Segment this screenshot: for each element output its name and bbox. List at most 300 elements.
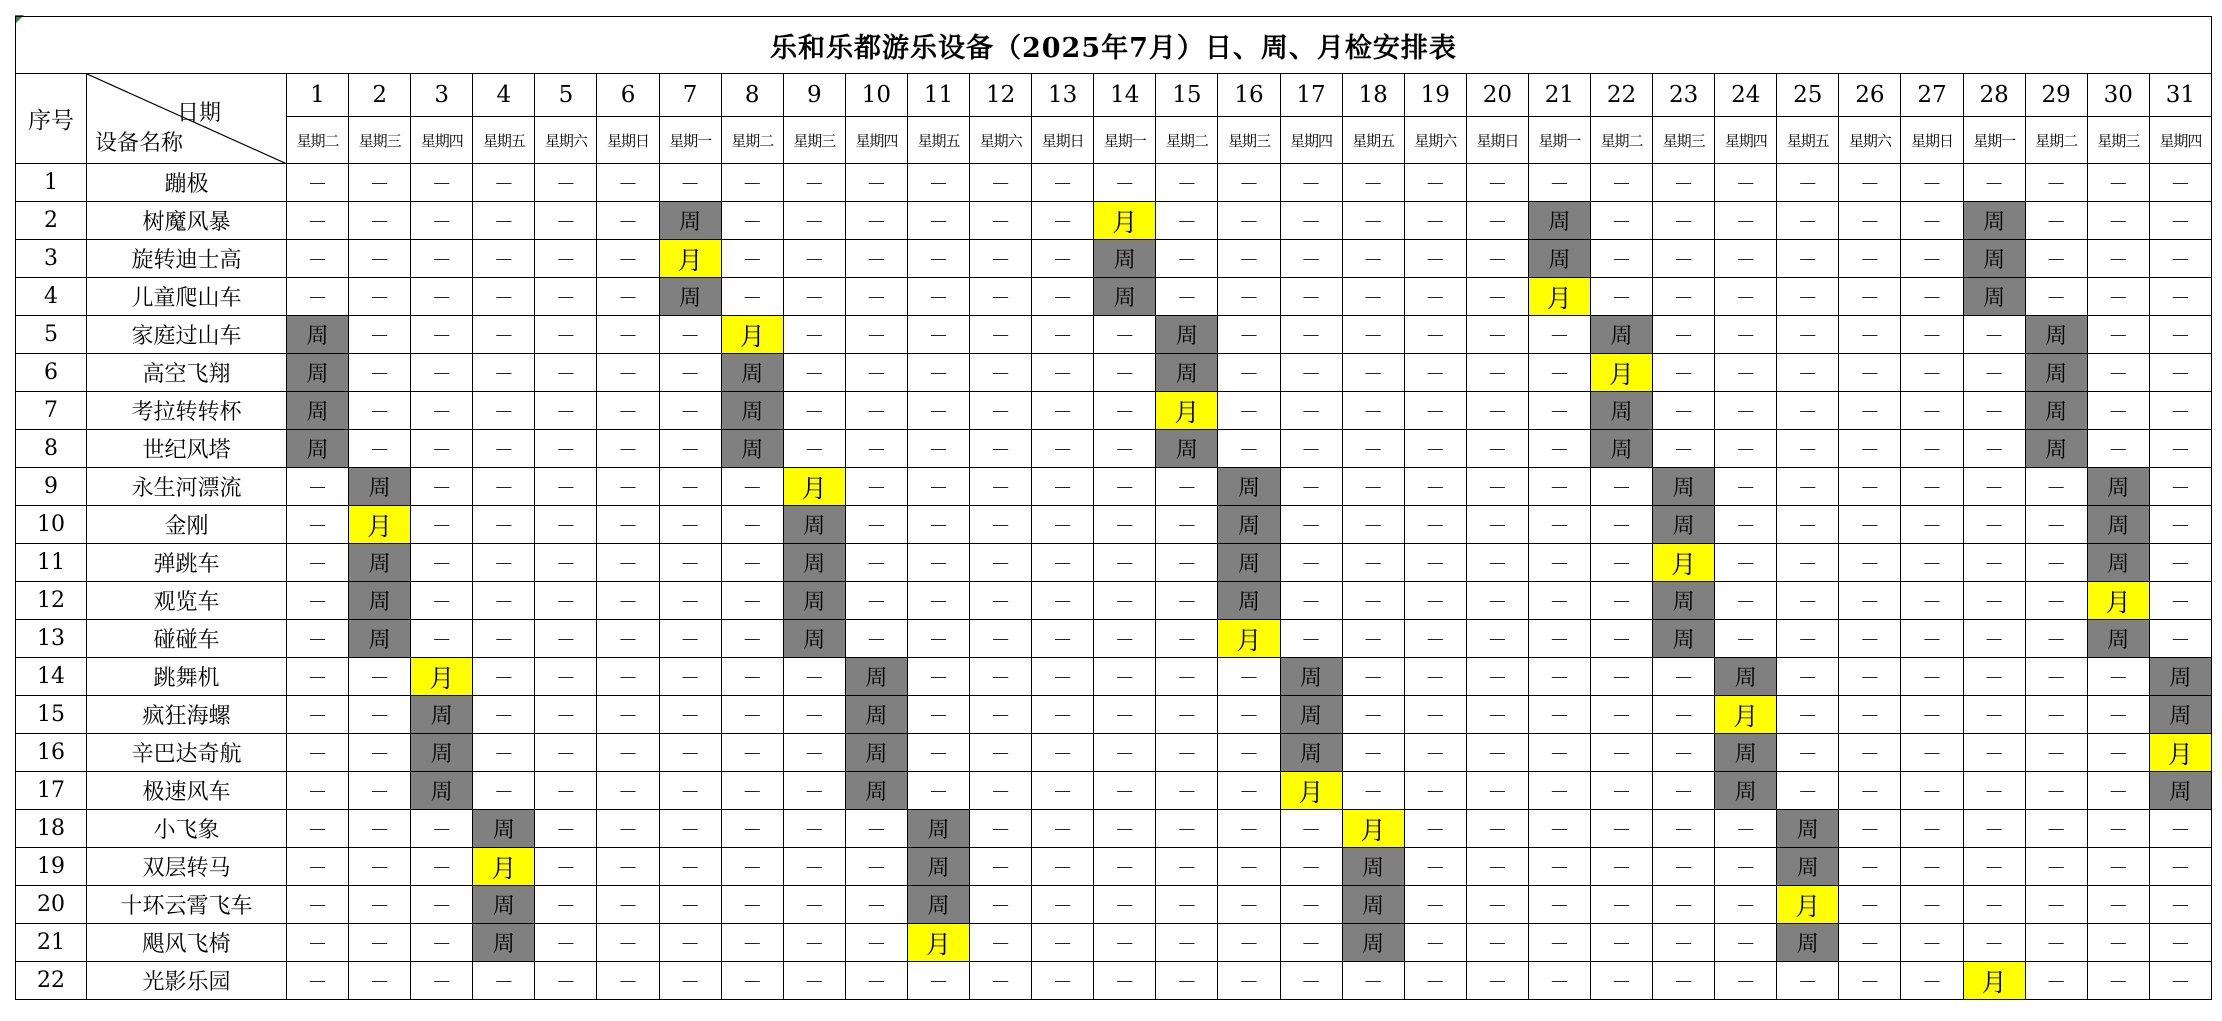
- no-check-cell[interactable]: －: [1839, 658, 1901, 696]
- weekly-check-cell[interactable]: 周: [1653, 620, 1715, 658]
- no-check-cell[interactable]: －: [597, 164, 659, 202]
- no-check-cell[interactable]: －: [1839, 924, 1901, 962]
- no-check-cell[interactable]: －: [411, 354, 473, 392]
- no-check-cell[interactable]: －: [411, 430, 473, 468]
- no-check-cell[interactable]: －: [1466, 734, 1528, 772]
- no-check-cell[interactable]: －: [597, 354, 659, 392]
- weekday-header[interactable]: 星期四: [1280, 117, 1342, 164]
- no-check-cell[interactable]: －: [473, 202, 535, 240]
- no-check-cell[interactable]: －: [349, 924, 411, 962]
- no-check-cell[interactable]: －: [721, 544, 783, 582]
- no-check-cell[interactable]: －: [845, 962, 907, 1000]
- no-check-cell[interactable]: －: [1901, 582, 1963, 620]
- no-check-cell[interactable]: －: [721, 658, 783, 696]
- no-check-cell[interactable]: －: [1466, 582, 1528, 620]
- no-check-cell[interactable]: －: [783, 316, 845, 354]
- equipment-name-cell[interactable]: 辛巴达奇航: [87, 734, 287, 772]
- equipment-name-cell[interactable]: 极速风车: [87, 772, 287, 810]
- no-check-cell[interactable]: －: [349, 810, 411, 848]
- no-check-cell[interactable]: －: [1528, 392, 1590, 430]
- no-check-cell[interactable]: －: [1466, 696, 1528, 734]
- no-check-cell[interactable]: －: [535, 810, 597, 848]
- seq-number-cell[interactable]: 20: [16, 886, 87, 924]
- no-check-cell[interactable]: －: [1528, 658, 1590, 696]
- weekly-check-cell[interactable]: 周: [1342, 848, 1404, 886]
- no-check-cell[interactable]: －: [1528, 886, 1590, 924]
- no-check-cell[interactable]: －: [2149, 506, 2211, 544]
- no-check-cell[interactable]: －: [535, 164, 597, 202]
- no-check-cell[interactable]: －: [1963, 316, 2025, 354]
- no-check-cell[interactable]: －: [1342, 772, 1404, 810]
- no-check-cell[interactable]: －: [1404, 848, 1466, 886]
- no-check-cell[interactable]: －: [1901, 544, 1963, 582]
- no-check-cell[interactable]: －: [1777, 354, 1839, 392]
- no-check-cell[interactable]: －: [2149, 316, 2211, 354]
- no-check-cell[interactable]: －: [1839, 354, 1901, 392]
- day-number-header[interactable]: 6: [597, 74, 659, 117]
- no-check-cell[interactable]: －: [349, 848, 411, 886]
- weekly-check-cell[interactable]: 周: [907, 810, 969, 848]
- no-check-cell[interactable]: －: [1901, 468, 1963, 506]
- no-check-cell[interactable]: －: [1901, 848, 1963, 886]
- monthly-check-cell[interactable]: 月: [721, 316, 783, 354]
- no-check-cell[interactable]: －: [1901, 658, 1963, 696]
- no-check-cell[interactable]: －: [287, 278, 349, 316]
- no-check-cell[interactable]: －: [1963, 544, 2025, 582]
- no-check-cell[interactable]: －: [473, 772, 535, 810]
- no-check-cell[interactable]: －: [2087, 848, 2149, 886]
- no-check-cell[interactable]: －: [597, 240, 659, 278]
- day-number-header[interactable]: 3: [411, 74, 473, 117]
- no-check-cell[interactable]: －: [1528, 810, 1590, 848]
- no-check-cell[interactable]: －: [907, 164, 969, 202]
- no-check-cell[interactable]: －: [1156, 772, 1218, 810]
- no-check-cell[interactable]: －: [1156, 886, 1218, 924]
- no-check-cell[interactable]: －: [845, 202, 907, 240]
- no-check-cell[interactable]: －: [970, 544, 1032, 582]
- no-check-cell[interactable]: －: [2149, 164, 2211, 202]
- no-check-cell[interactable]: －: [1777, 468, 1839, 506]
- no-check-cell[interactable]: －: [597, 430, 659, 468]
- no-check-cell[interactable]: －: [1839, 164, 1901, 202]
- weekday-header[interactable]: 星期六: [970, 117, 1032, 164]
- weekly-check-cell[interactable]: 周: [349, 544, 411, 582]
- seq-number-cell[interactable]: 22: [16, 962, 87, 1000]
- day-number-header[interactable]: 31: [2149, 74, 2211, 117]
- day-number-header[interactable]: 24: [1715, 74, 1777, 117]
- no-check-cell[interactable]: －: [1901, 962, 1963, 1000]
- no-check-cell[interactable]: －: [1901, 506, 1963, 544]
- weekly-check-cell[interactable]: 周: [1280, 658, 1342, 696]
- no-check-cell[interactable]: －: [1839, 430, 1901, 468]
- no-check-cell[interactable]: －: [411, 924, 473, 962]
- no-check-cell[interactable]: －: [1715, 620, 1777, 658]
- no-check-cell[interactable]: －: [783, 430, 845, 468]
- no-check-cell[interactable]: －: [1032, 658, 1094, 696]
- no-check-cell[interactable]: －: [287, 506, 349, 544]
- weekly-check-cell[interactable]: 周: [2087, 468, 2149, 506]
- no-check-cell[interactable]: －: [1342, 354, 1404, 392]
- no-check-cell[interactable]: －: [1528, 772, 1590, 810]
- weekday-header[interactable]: 星期日: [1466, 117, 1528, 164]
- no-check-cell[interactable]: －: [659, 392, 721, 430]
- weekday-header[interactable]: 星期四: [411, 117, 473, 164]
- weekday-header[interactable]: 星期一: [659, 117, 721, 164]
- no-check-cell[interactable]: －: [1777, 772, 1839, 810]
- no-check-cell[interactable]: －: [1653, 696, 1715, 734]
- no-check-cell[interactable]: －: [1715, 316, 1777, 354]
- no-check-cell[interactable]: －: [1032, 734, 1094, 772]
- no-check-cell[interactable]: －: [659, 354, 721, 392]
- no-check-cell[interactable]: －: [1404, 164, 1466, 202]
- weekly-check-cell[interactable]: 周: [2087, 620, 2149, 658]
- no-check-cell[interactable]: －: [1653, 392, 1715, 430]
- no-check-cell[interactable]: －: [1032, 620, 1094, 658]
- no-check-cell[interactable]: －: [1528, 696, 1590, 734]
- no-check-cell[interactable]: －: [2087, 430, 2149, 468]
- no-check-cell[interactable]: －: [1653, 164, 1715, 202]
- no-check-cell[interactable]: －: [1156, 544, 1218, 582]
- day-number-header[interactable]: 28: [1963, 74, 2025, 117]
- no-check-cell[interactable]: －: [597, 316, 659, 354]
- no-check-cell[interactable]: －: [1032, 354, 1094, 392]
- no-check-cell[interactable]: －: [1218, 696, 1280, 734]
- no-check-cell[interactable]: －: [845, 430, 907, 468]
- no-check-cell[interactable]: －: [349, 392, 411, 430]
- no-check-cell[interactable]: －: [1715, 924, 1777, 962]
- seq-number-cell[interactable]: 14: [16, 658, 87, 696]
- no-check-cell[interactable]: －: [1094, 810, 1156, 848]
- no-check-cell[interactable]: －: [2025, 202, 2087, 240]
- no-check-cell[interactable]: －: [1032, 202, 1094, 240]
- no-check-cell[interactable]: －: [2025, 848, 2087, 886]
- no-check-cell[interactable]: －: [1032, 810, 1094, 848]
- no-check-cell[interactable]: －: [970, 430, 1032, 468]
- no-check-cell[interactable]: －: [2025, 886, 2087, 924]
- no-check-cell[interactable]: －: [287, 658, 349, 696]
- no-check-cell[interactable]: －: [783, 354, 845, 392]
- no-check-cell[interactable]: －: [1218, 354, 1280, 392]
- no-check-cell[interactable]: －: [1715, 202, 1777, 240]
- no-check-cell[interactable]: －: [535, 506, 597, 544]
- no-check-cell[interactable]: －: [659, 430, 721, 468]
- no-check-cell[interactable]: －: [473, 240, 535, 278]
- no-check-cell[interactable]: －: [1094, 734, 1156, 772]
- no-check-cell[interactable]: －: [287, 202, 349, 240]
- seq-number-cell[interactable]: 8: [16, 430, 87, 468]
- no-check-cell[interactable]: －: [597, 848, 659, 886]
- no-check-cell[interactable]: －: [1715, 962, 1777, 1000]
- no-check-cell[interactable]: －: [1218, 734, 1280, 772]
- day-number-header[interactable]: 26: [1839, 74, 1901, 117]
- no-check-cell[interactable]: －: [411, 202, 473, 240]
- no-check-cell[interactable]: －: [1839, 278, 1901, 316]
- weekly-check-cell[interactable]: 周: [411, 696, 473, 734]
- equipment-name-cell[interactable]: 考拉转转杯: [87, 392, 287, 430]
- weekday-header[interactable]: 星期一: [1094, 117, 1156, 164]
- no-check-cell[interactable]: －: [1218, 316, 1280, 354]
- no-check-cell[interactable]: －: [473, 164, 535, 202]
- no-check-cell[interactable]: －: [1342, 962, 1404, 1000]
- no-check-cell[interactable]: －: [287, 468, 349, 506]
- no-check-cell[interactable]: －: [1466, 506, 1528, 544]
- no-check-cell[interactable]: －: [970, 886, 1032, 924]
- no-check-cell[interactable]: －: [535, 582, 597, 620]
- seq-number-cell[interactable]: 10: [16, 506, 87, 544]
- no-check-cell[interactable]: －: [907, 430, 969, 468]
- no-check-cell[interactable]: －: [659, 810, 721, 848]
- no-check-cell[interactable]: －: [2087, 202, 2149, 240]
- no-check-cell[interactable]: －: [1156, 468, 1218, 506]
- no-check-cell[interactable]: －: [411, 810, 473, 848]
- no-check-cell[interactable]: －: [1963, 430, 2025, 468]
- no-check-cell[interactable]: －: [2025, 810, 2087, 848]
- no-check-cell[interactable]: －: [1963, 696, 2025, 734]
- weekly-check-cell[interactable]: 周: [473, 886, 535, 924]
- monthly-check-cell[interactable]: 月: [2149, 734, 2211, 772]
- no-check-cell[interactable]: －: [1901, 696, 1963, 734]
- no-check-cell[interactable]: －: [1466, 278, 1528, 316]
- monthly-check-cell[interactable]: 月: [659, 240, 721, 278]
- no-check-cell[interactable]: －: [845, 164, 907, 202]
- no-check-cell[interactable]: －: [535, 430, 597, 468]
- no-check-cell[interactable]: －: [970, 164, 1032, 202]
- no-check-cell[interactable]: －: [1528, 734, 1590, 772]
- no-check-cell[interactable]: －: [721, 164, 783, 202]
- seq-header[interactable]: 序号: [16, 74, 87, 164]
- no-check-cell[interactable]: －: [1901, 354, 1963, 392]
- no-check-cell[interactable]: －: [907, 392, 969, 430]
- no-check-cell[interactable]: －: [907, 620, 969, 658]
- no-check-cell[interactable]: －: [535, 772, 597, 810]
- weekly-check-cell[interactable]: 周: [1218, 468, 1280, 506]
- no-check-cell[interactable]: －: [1032, 278, 1094, 316]
- no-check-cell[interactable]: －: [970, 278, 1032, 316]
- weekly-check-cell[interactable]: 周: [1528, 240, 1590, 278]
- no-check-cell[interactable]: －: [659, 734, 721, 772]
- no-check-cell[interactable]: －: [287, 924, 349, 962]
- seq-number-cell[interactable]: 11: [16, 544, 87, 582]
- no-check-cell[interactable]: －: [597, 734, 659, 772]
- no-check-cell[interactable]: －: [1156, 810, 1218, 848]
- no-check-cell[interactable]: －: [659, 316, 721, 354]
- weekly-check-cell[interactable]: 周: [783, 582, 845, 620]
- no-check-cell[interactable]: －: [970, 696, 1032, 734]
- monthly-check-cell[interactable]: 月: [2087, 582, 2149, 620]
- weekday-header[interactable]: 星期日: [1901, 117, 1963, 164]
- no-check-cell[interactable]: －: [783, 658, 845, 696]
- no-check-cell[interactable]: －: [411, 468, 473, 506]
- no-check-cell[interactable]: －: [1218, 886, 1280, 924]
- no-check-cell[interactable]: －: [2087, 164, 2149, 202]
- no-check-cell[interactable]: －: [473, 354, 535, 392]
- weekly-check-cell[interactable]: 周: [1094, 278, 1156, 316]
- no-check-cell[interactable]: －: [1901, 240, 1963, 278]
- equipment-name-cell[interactable]: 儿童爬山车: [87, 278, 287, 316]
- no-check-cell[interactable]: －: [845, 620, 907, 658]
- weekly-check-cell[interactable]: 周: [1963, 278, 2025, 316]
- no-check-cell[interactable]: －: [659, 468, 721, 506]
- no-check-cell[interactable]: －: [1032, 848, 1094, 886]
- no-check-cell[interactable]: －: [1280, 278, 1342, 316]
- no-check-cell[interactable]: －: [1777, 164, 1839, 202]
- no-check-cell[interactable]: －: [721, 924, 783, 962]
- no-check-cell[interactable]: －: [1590, 164, 1652, 202]
- seq-number-cell[interactable]: 19: [16, 848, 87, 886]
- no-check-cell[interactable]: －: [1404, 354, 1466, 392]
- no-check-cell[interactable]: －: [1094, 468, 1156, 506]
- weekly-check-cell[interactable]: 周: [845, 658, 907, 696]
- no-check-cell[interactable]: －: [1156, 164, 1218, 202]
- no-check-cell[interactable]: －: [1156, 240, 1218, 278]
- no-check-cell[interactable]: －: [535, 962, 597, 1000]
- no-check-cell[interactable]: －: [1404, 202, 1466, 240]
- no-check-cell[interactable]: －: [1280, 506, 1342, 544]
- no-check-cell[interactable]: －: [1094, 772, 1156, 810]
- day-number-header[interactable]: 16: [1218, 74, 1280, 117]
- no-check-cell[interactable]: －: [1156, 924, 1218, 962]
- no-check-cell[interactable]: －: [1528, 962, 1590, 1000]
- no-check-cell[interactable]: －: [970, 354, 1032, 392]
- weekday-header[interactable]: 星期日: [1032, 117, 1094, 164]
- no-check-cell[interactable]: －: [1404, 582, 1466, 620]
- no-check-cell[interactable]: －: [1715, 164, 1777, 202]
- no-check-cell[interactable]: －: [1901, 886, 1963, 924]
- no-check-cell[interactable]: －: [1653, 316, 1715, 354]
- no-check-cell[interactable]: －: [1032, 886, 1094, 924]
- no-check-cell[interactable]: －: [1590, 620, 1652, 658]
- no-check-cell[interactable]: －: [970, 734, 1032, 772]
- no-check-cell[interactable]: －: [721, 620, 783, 658]
- no-check-cell[interactable]: －: [1156, 962, 1218, 1000]
- no-check-cell[interactable]: －: [659, 658, 721, 696]
- no-check-cell[interactable]: －: [1715, 582, 1777, 620]
- seq-number-cell[interactable]: 9: [16, 468, 87, 506]
- no-check-cell[interactable]: －: [411, 506, 473, 544]
- no-check-cell[interactable]: －: [721, 886, 783, 924]
- no-check-cell[interactable]: －: [1094, 544, 1156, 582]
- no-check-cell[interactable]: －: [1839, 582, 1901, 620]
- no-check-cell[interactable]: －: [1032, 468, 1094, 506]
- no-check-cell[interactable]: －: [1839, 886, 1901, 924]
- no-check-cell[interactable]: －: [1715, 506, 1777, 544]
- no-check-cell[interactable]: －: [1653, 772, 1715, 810]
- no-check-cell[interactable]: －: [2025, 734, 2087, 772]
- weekly-check-cell[interactable]: 周: [1280, 734, 1342, 772]
- day-number-header[interactable]: 2: [349, 74, 411, 117]
- no-check-cell[interactable]: －: [1590, 582, 1652, 620]
- weekly-check-cell[interactable]: 周: [1963, 240, 2025, 278]
- no-check-cell[interactable]: －: [411, 620, 473, 658]
- no-check-cell[interactable]: －: [1528, 430, 1590, 468]
- no-check-cell[interactable]: －: [1032, 430, 1094, 468]
- equipment-name-cell[interactable]: 高空飞翔: [87, 354, 287, 392]
- no-check-cell[interactable]: －: [659, 544, 721, 582]
- no-check-cell[interactable]: －: [1032, 164, 1094, 202]
- no-check-cell[interactable]: －: [1528, 848, 1590, 886]
- no-check-cell[interactable]: －: [411, 544, 473, 582]
- no-check-cell[interactable]: －: [845, 544, 907, 582]
- no-check-cell[interactable]: －: [1404, 772, 1466, 810]
- weekly-check-cell[interactable]: 周: [1218, 582, 1280, 620]
- no-check-cell[interactable]: －: [1218, 848, 1280, 886]
- no-check-cell[interactable]: －: [2149, 392, 2211, 430]
- weekly-check-cell[interactable]: 周: [1777, 810, 1839, 848]
- day-number-header[interactable]: 15: [1156, 74, 1218, 117]
- no-check-cell[interactable]: －: [659, 848, 721, 886]
- no-check-cell[interactable]: －: [1528, 544, 1590, 582]
- no-check-cell[interactable]: －: [1963, 734, 2025, 772]
- no-check-cell[interactable]: －: [721, 240, 783, 278]
- no-check-cell[interactable]: －: [1342, 696, 1404, 734]
- weekday-header[interactable]: 星期三: [783, 117, 845, 164]
- no-check-cell[interactable]: －: [1218, 164, 1280, 202]
- no-check-cell[interactable]: －: [1466, 202, 1528, 240]
- no-check-cell[interactable]: －: [1404, 392, 1466, 430]
- no-check-cell[interactable]: －: [1032, 316, 1094, 354]
- no-check-cell[interactable]: －: [845, 240, 907, 278]
- no-check-cell[interactable]: －: [1901, 772, 1963, 810]
- no-check-cell[interactable]: －: [1280, 164, 1342, 202]
- no-check-cell[interactable]: －: [907, 696, 969, 734]
- no-check-cell[interactable]: －: [535, 544, 597, 582]
- no-check-cell[interactable]: －: [2025, 962, 2087, 1000]
- no-check-cell[interactable]: －: [597, 962, 659, 1000]
- weekday-header[interactable]: 星期二: [721, 117, 783, 164]
- no-check-cell[interactable]: －: [287, 240, 349, 278]
- equipment-name-cell[interactable]: 树魔风暴: [87, 202, 287, 240]
- weekly-check-cell[interactable]: 周: [2149, 772, 2211, 810]
- sheet-title[interactable]: 乐和乐都游乐设备（2025年7月）日、周、月检安排表: [16, 17, 2212, 74]
- no-check-cell[interactable]: －: [349, 164, 411, 202]
- no-check-cell[interactable]: －: [473, 582, 535, 620]
- no-check-cell[interactable]: －: [597, 544, 659, 582]
- weekday-header[interactable]: 星期日: [597, 117, 659, 164]
- no-check-cell[interactable]: －: [1839, 544, 1901, 582]
- no-check-cell[interactable]: －: [1404, 316, 1466, 354]
- no-check-cell[interactable]: －: [2087, 354, 2149, 392]
- weekly-check-cell[interactable]: 周: [1156, 354, 1218, 392]
- no-check-cell[interactable]: －: [349, 696, 411, 734]
- monthly-check-cell[interactable]: 月: [1590, 354, 1652, 392]
- no-check-cell[interactable]: －: [1280, 354, 1342, 392]
- no-check-cell[interactable]: －: [1094, 696, 1156, 734]
- no-check-cell[interactable]: －: [1280, 468, 1342, 506]
- no-check-cell[interactable]: －: [2149, 278, 2211, 316]
- no-check-cell[interactable]: －: [970, 772, 1032, 810]
- no-check-cell[interactable]: －: [2025, 658, 2087, 696]
- no-check-cell[interactable]: －: [783, 772, 845, 810]
- monthly-check-cell[interactable]: 月: [783, 468, 845, 506]
- no-check-cell[interactable]: －: [349, 886, 411, 924]
- no-check-cell[interactable]: －: [970, 658, 1032, 696]
- day-number-header[interactable]: 21: [1528, 74, 1590, 117]
- day-number-header[interactable]: 13: [1032, 74, 1094, 117]
- equipment-name-cell[interactable]: 弹跳车: [87, 544, 287, 582]
- no-check-cell[interactable]: －: [535, 696, 597, 734]
- no-check-cell[interactable]: －: [1839, 316, 1901, 354]
- no-check-cell[interactable]: －: [1963, 848, 2025, 886]
- weekday-header[interactable]: 星期四: [2149, 117, 2211, 164]
- seq-number-cell[interactable]: 3: [16, 240, 87, 278]
- no-check-cell[interactable]: －: [907, 202, 969, 240]
- no-check-cell[interactable]: －: [1715, 468, 1777, 506]
- no-check-cell[interactable]: －: [845, 924, 907, 962]
- no-check-cell[interactable]: －: [473, 620, 535, 658]
- no-check-cell[interactable]: －: [659, 696, 721, 734]
- weekly-check-cell[interactable]: 周: [1342, 924, 1404, 962]
- no-check-cell[interactable]: －: [1839, 696, 1901, 734]
